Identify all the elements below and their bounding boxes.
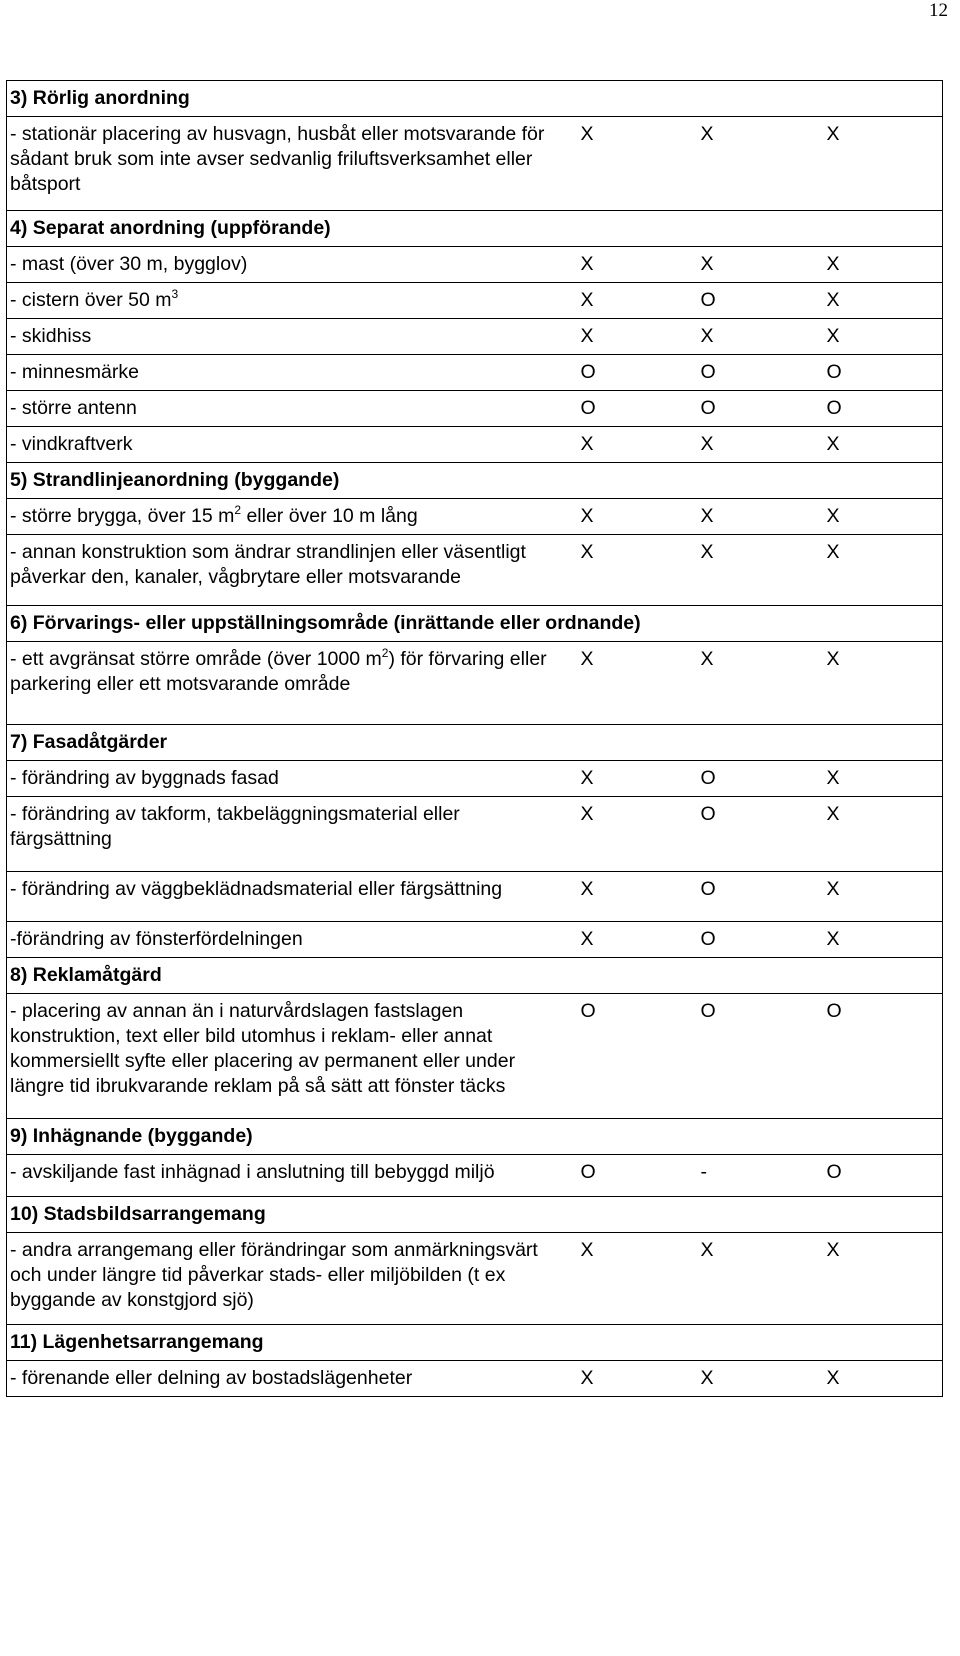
item-text: -förändring av fönsterfördelningen xyxy=(10,928,303,950)
mark-cell-3: X xyxy=(819,319,943,355)
item-text: - förändring av väggbeklädnadsmaterial eller färgsättning xyxy=(10,878,503,900)
section-heading xyxy=(7,1119,943,1155)
item-text: - ett avgränsat större område (över 1000 m xyxy=(10,648,382,670)
mark-cell-2: X xyxy=(693,642,819,725)
item-description xyxy=(7,994,573,1119)
section-heading-text: 4) Separat anordning (uppförande) xyxy=(10,217,331,239)
section-heading xyxy=(7,606,943,642)
section-heading-row xyxy=(7,211,943,247)
mark-cell-2: X xyxy=(693,535,819,606)
table-row xyxy=(7,117,943,211)
section-heading-row xyxy=(7,958,943,994)
mark-cell-1: X xyxy=(573,499,693,535)
section-heading xyxy=(7,463,943,499)
item-description xyxy=(7,872,573,922)
mark-cell-2: X xyxy=(693,247,819,283)
mark-cell-3: X xyxy=(819,117,943,211)
mark-cell-1: X xyxy=(573,761,693,797)
item-text: - avskiljande fast inhägnad i anslutning till bebyggd miljö xyxy=(10,1161,495,1183)
section-heading-text: 9) Inhägnande (byggande) xyxy=(10,1125,253,1147)
item-text: - andra arrangemang eller förändringar som anmärkningsvärt och under längre tid påverkar stads- eller miljöbilden (t ex byggande av konstgjord sjö) xyxy=(10,1239,538,1311)
item-text-continued: ) för förvaring eller parkering eller ett motsvarande område xyxy=(10,648,547,695)
mark-cell-2: O xyxy=(693,872,819,922)
item-description xyxy=(7,117,573,211)
mark-cell-3: O xyxy=(819,391,943,427)
item-description xyxy=(7,797,573,872)
table-row xyxy=(7,1233,943,1325)
table-row xyxy=(7,642,943,725)
item-description xyxy=(7,761,573,797)
section-heading-text: 11) Lägenhetsarrangemang xyxy=(10,1331,264,1353)
item-description xyxy=(7,642,573,725)
mark-cell-3: O xyxy=(819,355,943,391)
item-description xyxy=(7,319,573,355)
mark-cell-2: X xyxy=(693,1361,819,1397)
mark-cell-3: X xyxy=(819,283,943,319)
mark-cell-3: O xyxy=(819,994,943,1119)
item-text-continued: eller över 10 m lång xyxy=(241,505,418,527)
table-row xyxy=(7,283,943,319)
table-row xyxy=(7,391,943,427)
mark-cell-1: X xyxy=(573,1233,693,1325)
mark-cell-1: X xyxy=(573,319,693,355)
item-description xyxy=(7,427,573,463)
item-text: - förändring av takform, takbeläggningsmaterial eller färgsättning xyxy=(10,803,460,850)
table-row xyxy=(7,994,943,1119)
section-heading xyxy=(7,1325,943,1361)
item-text: - skidhiss xyxy=(10,325,92,347)
table-row xyxy=(7,1155,943,1197)
mark-cell-2: O xyxy=(693,283,819,319)
mark-cell-3: X xyxy=(819,1233,943,1325)
mark-cell-3: X xyxy=(819,922,943,958)
item-description xyxy=(7,1155,573,1197)
section-heading-row xyxy=(7,81,943,117)
mark-cell-3: X xyxy=(819,872,943,922)
section-heading-row xyxy=(7,725,943,761)
table-row xyxy=(7,872,943,922)
section-heading-row xyxy=(7,463,943,499)
mark-cell-3: X xyxy=(819,427,943,463)
mark-cell-1: X xyxy=(573,247,693,283)
mark-cell-3: X xyxy=(819,1361,943,1397)
section-heading-row xyxy=(7,1119,943,1155)
mark-cell-2: O xyxy=(693,761,819,797)
table-row xyxy=(7,1361,943,1397)
section-heading-row xyxy=(7,606,943,642)
section-heading-text: 3) Rörlig anordning xyxy=(10,87,190,109)
mark-cell-2: X xyxy=(693,499,819,535)
section-heading-row xyxy=(7,1197,943,1233)
item-text: - mast (över 30 m, bygglov) xyxy=(10,253,248,275)
item-description xyxy=(7,1233,573,1325)
mark-cell-1: O xyxy=(573,355,693,391)
mark-cell-1: X xyxy=(573,427,693,463)
section-heading xyxy=(7,725,943,761)
item-text: - förenande eller delning av bostadslägenheter xyxy=(10,1367,413,1389)
section-heading xyxy=(7,958,943,994)
mark-cell-3: X xyxy=(819,535,943,606)
mark-cell-1: X xyxy=(573,797,693,872)
section-heading-text: 6) Förvarings- eller uppställningsområde (inrättande eller ordnande) xyxy=(10,612,641,634)
table-row xyxy=(7,499,943,535)
mark-cell-1: X xyxy=(573,1361,693,1397)
unit-superscript: 2 xyxy=(381,646,389,660)
mark-cell-1: X xyxy=(573,872,693,922)
table-row xyxy=(7,247,943,283)
item-description xyxy=(7,247,573,283)
mark-cell-2: O xyxy=(693,355,819,391)
mark-cell-3: O xyxy=(819,1155,943,1197)
section-heading xyxy=(7,211,943,247)
item-text: - vindkraftverk xyxy=(10,433,133,455)
mark-cell-1: X xyxy=(573,535,693,606)
mark-cell-3: X xyxy=(819,761,943,797)
section-heading-text: 7) Fasadåtgärder xyxy=(10,731,168,753)
mark-cell-1: O xyxy=(573,994,693,1119)
section-heading xyxy=(7,81,943,117)
item-description xyxy=(7,922,573,958)
section-heading-text: 5) Strandlinjeanordning (byggande) xyxy=(10,469,340,491)
mark-cell-3: X xyxy=(819,247,943,283)
item-text: - cistern över 50 m xyxy=(10,289,172,311)
mark-cell-2: X xyxy=(693,117,819,211)
mark-cell-2: - xyxy=(693,1155,819,1197)
table-row xyxy=(7,761,943,797)
mark-cell-2: X xyxy=(693,427,819,463)
item-description xyxy=(7,535,573,606)
table-row xyxy=(7,319,943,355)
unit-superscript: 2 xyxy=(234,503,242,517)
item-text: - placering av annan än i naturvårdslagen fastslagen konstruktion, text eller bild utomhus i reklam- eller annat kommersiellt syfte eller placering av permanent eller under längre tid ibrukvarande reklam på så sätt att fönster täcks xyxy=(10,1000,516,1097)
permit-requirements-table xyxy=(6,80,943,1397)
item-description xyxy=(7,355,573,391)
section-heading xyxy=(7,1197,943,1233)
item-description xyxy=(7,1361,573,1397)
item-text: - stationär placering av husvagn, husbåt eller motsvarande för sådant bruk som inte avser sedvanlig friluftsverksamhet eller båtsport xyxy=(10,123,545,195)
mark-cell-2: X xyxy=(693,319,819,355)
mark-cell-2: O xyxy=(693,994,819,1119)
item-text: - minnesmärke xyxy=(10,361,139,383)
mark-cell-3: X xyxy=(819,499,943,535)
mark-cell-2: O xyxy=(693,797,819,872)
mark-cell-1: X xyxy=(573,642,693,725)
mark-cell-1: O xyxy=(573,1155,693,1197)
item-text: - större antenn xyxy=(10,397,137,419)
section-heading-text: 10) Stadsbildsarrangemang xyxy=(10,1203,266,1225)
item-description xyxy=(7,499,573,535)
mark-cell-2: O xyxy=(693,391,819,427)
table-row xyxy=(7,427,943,463)
mark-cell-1: X xyxy=(573,117,693,211)
mark-cell-2: X xyxy=(693,1233,819,1325)
table-row xyxy=(7,355,943,391)
mark-cell-1: O xyxy=(573,391,693,427)
table-row xyxy=(7,922,943,958)
item-text: - större brygga, över 15 m xyxy=(10,505,235,527)
page-number: 12 xyxy=(929,0,948,21)
section-heading-text: 8) Reklamåtgärd xyxy=(10,964,162,986)
item-description xyxy=(7,391,573,427)
table-row xyxy=(7,797,943,872)
item-text: - annan konstruktion som ändrar strandlinjen eller väsentligt påverkar den, kanaler, vågbrytare eller motsvarande xyxy=(10,541,526,588)
table-row xyxy=(7,535,943,606)
mark-cell-3: X xyxy=(819,642,943,725)
mark-cell-1: X xyxy=(573,922,693,958)
item-text: - förändring av byggnads fasad xyxy=(10,767,279,789)
mark-cell-2: O xyxy=(693,922,819,958)
mark-cell-3: X xyxy=(819,797,943,872)
section-heading-row xyxy=(7,1325,943,1361)
item-description xyxy=(7,283,573,319)
unit-superscript: 3 xyxy=(171,287,179,301)
mark-cell-1: X xyxy=(573,283,693,319)
